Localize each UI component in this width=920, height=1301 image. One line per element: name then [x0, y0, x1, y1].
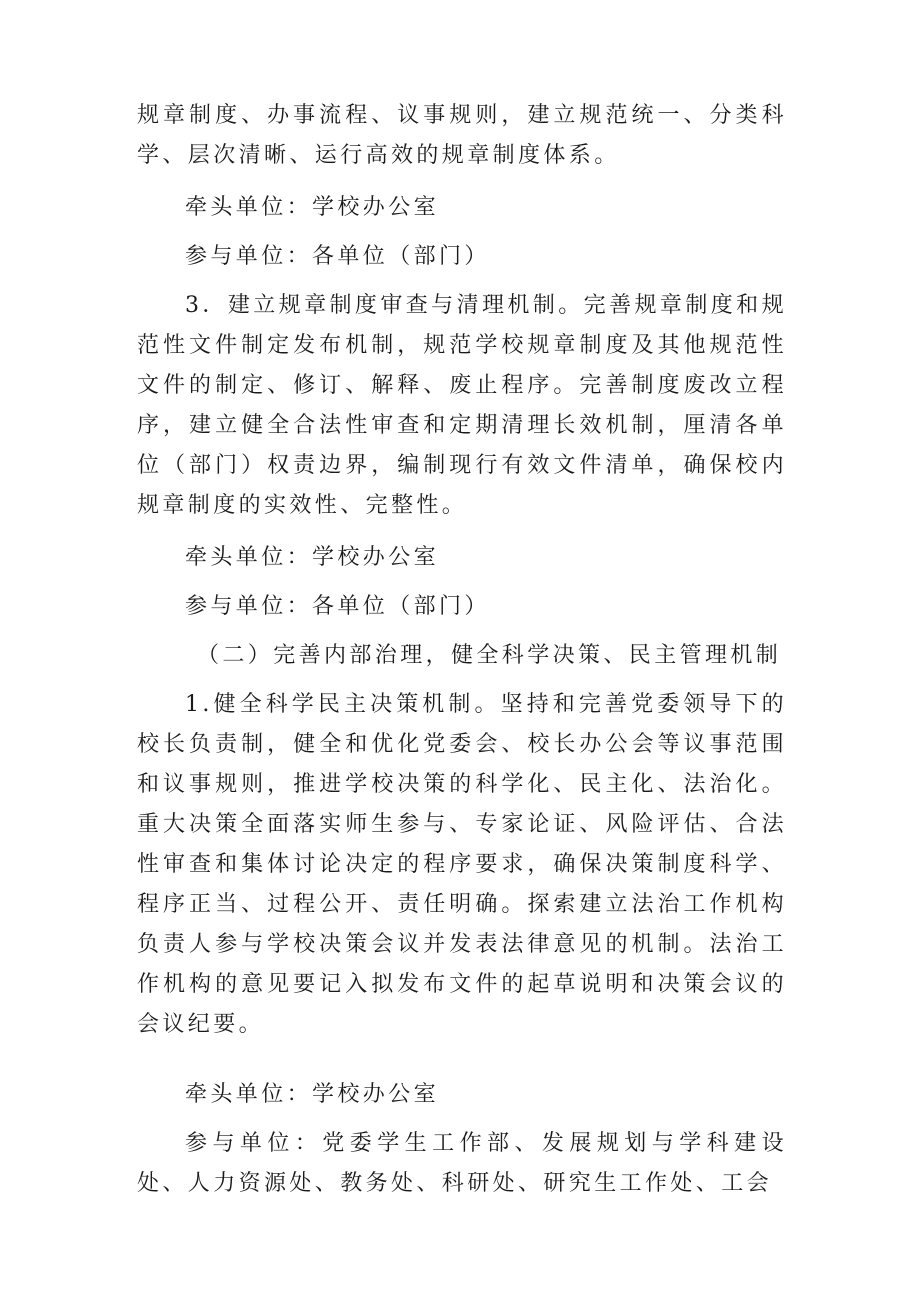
participating-unit-line: 参与单位：各单位（部门）: [185, 244, 490, 269]
item-1-paragraph: 1.健全科学民主决策机制。坚持和完善党委领导下的校长负责制，健全和优化党委会、校长办公会等议事范围和议事规则，推进学校决策的科学化、民主化、法治化。重大决策全面落实师生参与、专家论证、风险评估、合法性审查和集体讨论决定的程序要求，确保决策制度科学、程序正当、过程公开、责任明确。探索建立法治工作机构负责人参与学校决策会议并发表法律意见的机制。法治工作机构的意见要记入拟发布文件的起草说明和决策会议的会议纪要。: [137, 692, 787, 1037]
lead-unit-line: 牵头单位：学校办公室: [185, 195, 440, 220]
section-heading: （二）完善内部治理，健全科学决策、民主管理机制: [197, 643, 782, 668]
document-page: [137, 96, 787, 1204]
lead-unit-line: 牵头单位：学校办公室: [185, 1082, 440, 1107]
participating-unit-line: 参与单位：各单位（部门）: [185, 594, 490, 619]
lead-unit-line: 牵头单位：学校办公室: [185, 545, 440, 570]
item-3-paragraph: 3．建立规章制度审查与清理机制。完善规章制度和规范性文件制定发布机制，规范学校规章制度及其他规范性文件的制定、修订、解释、废止程序。完善制度废改立程序，建立健全合法性审查和定期清理长效机制，厘清各单位（部门）权责边界，编制现行有效文件清单，确保校内规章制度的实效性、完整性。: [137, 293, 787, 518]
participating-unit-line: 参与单位：党委学生工作部、发展规划与学科建设处、人力资源处、教务处、科研处、研究生工作处、工会: [137, 1131, 787, 1196]
paragraph-continuation: 规章制度、办事流程、议事规则，建立规范统一、分类科学、层次清晰、运行高效的规章制度体系。: [137, 103, 787, 168]
